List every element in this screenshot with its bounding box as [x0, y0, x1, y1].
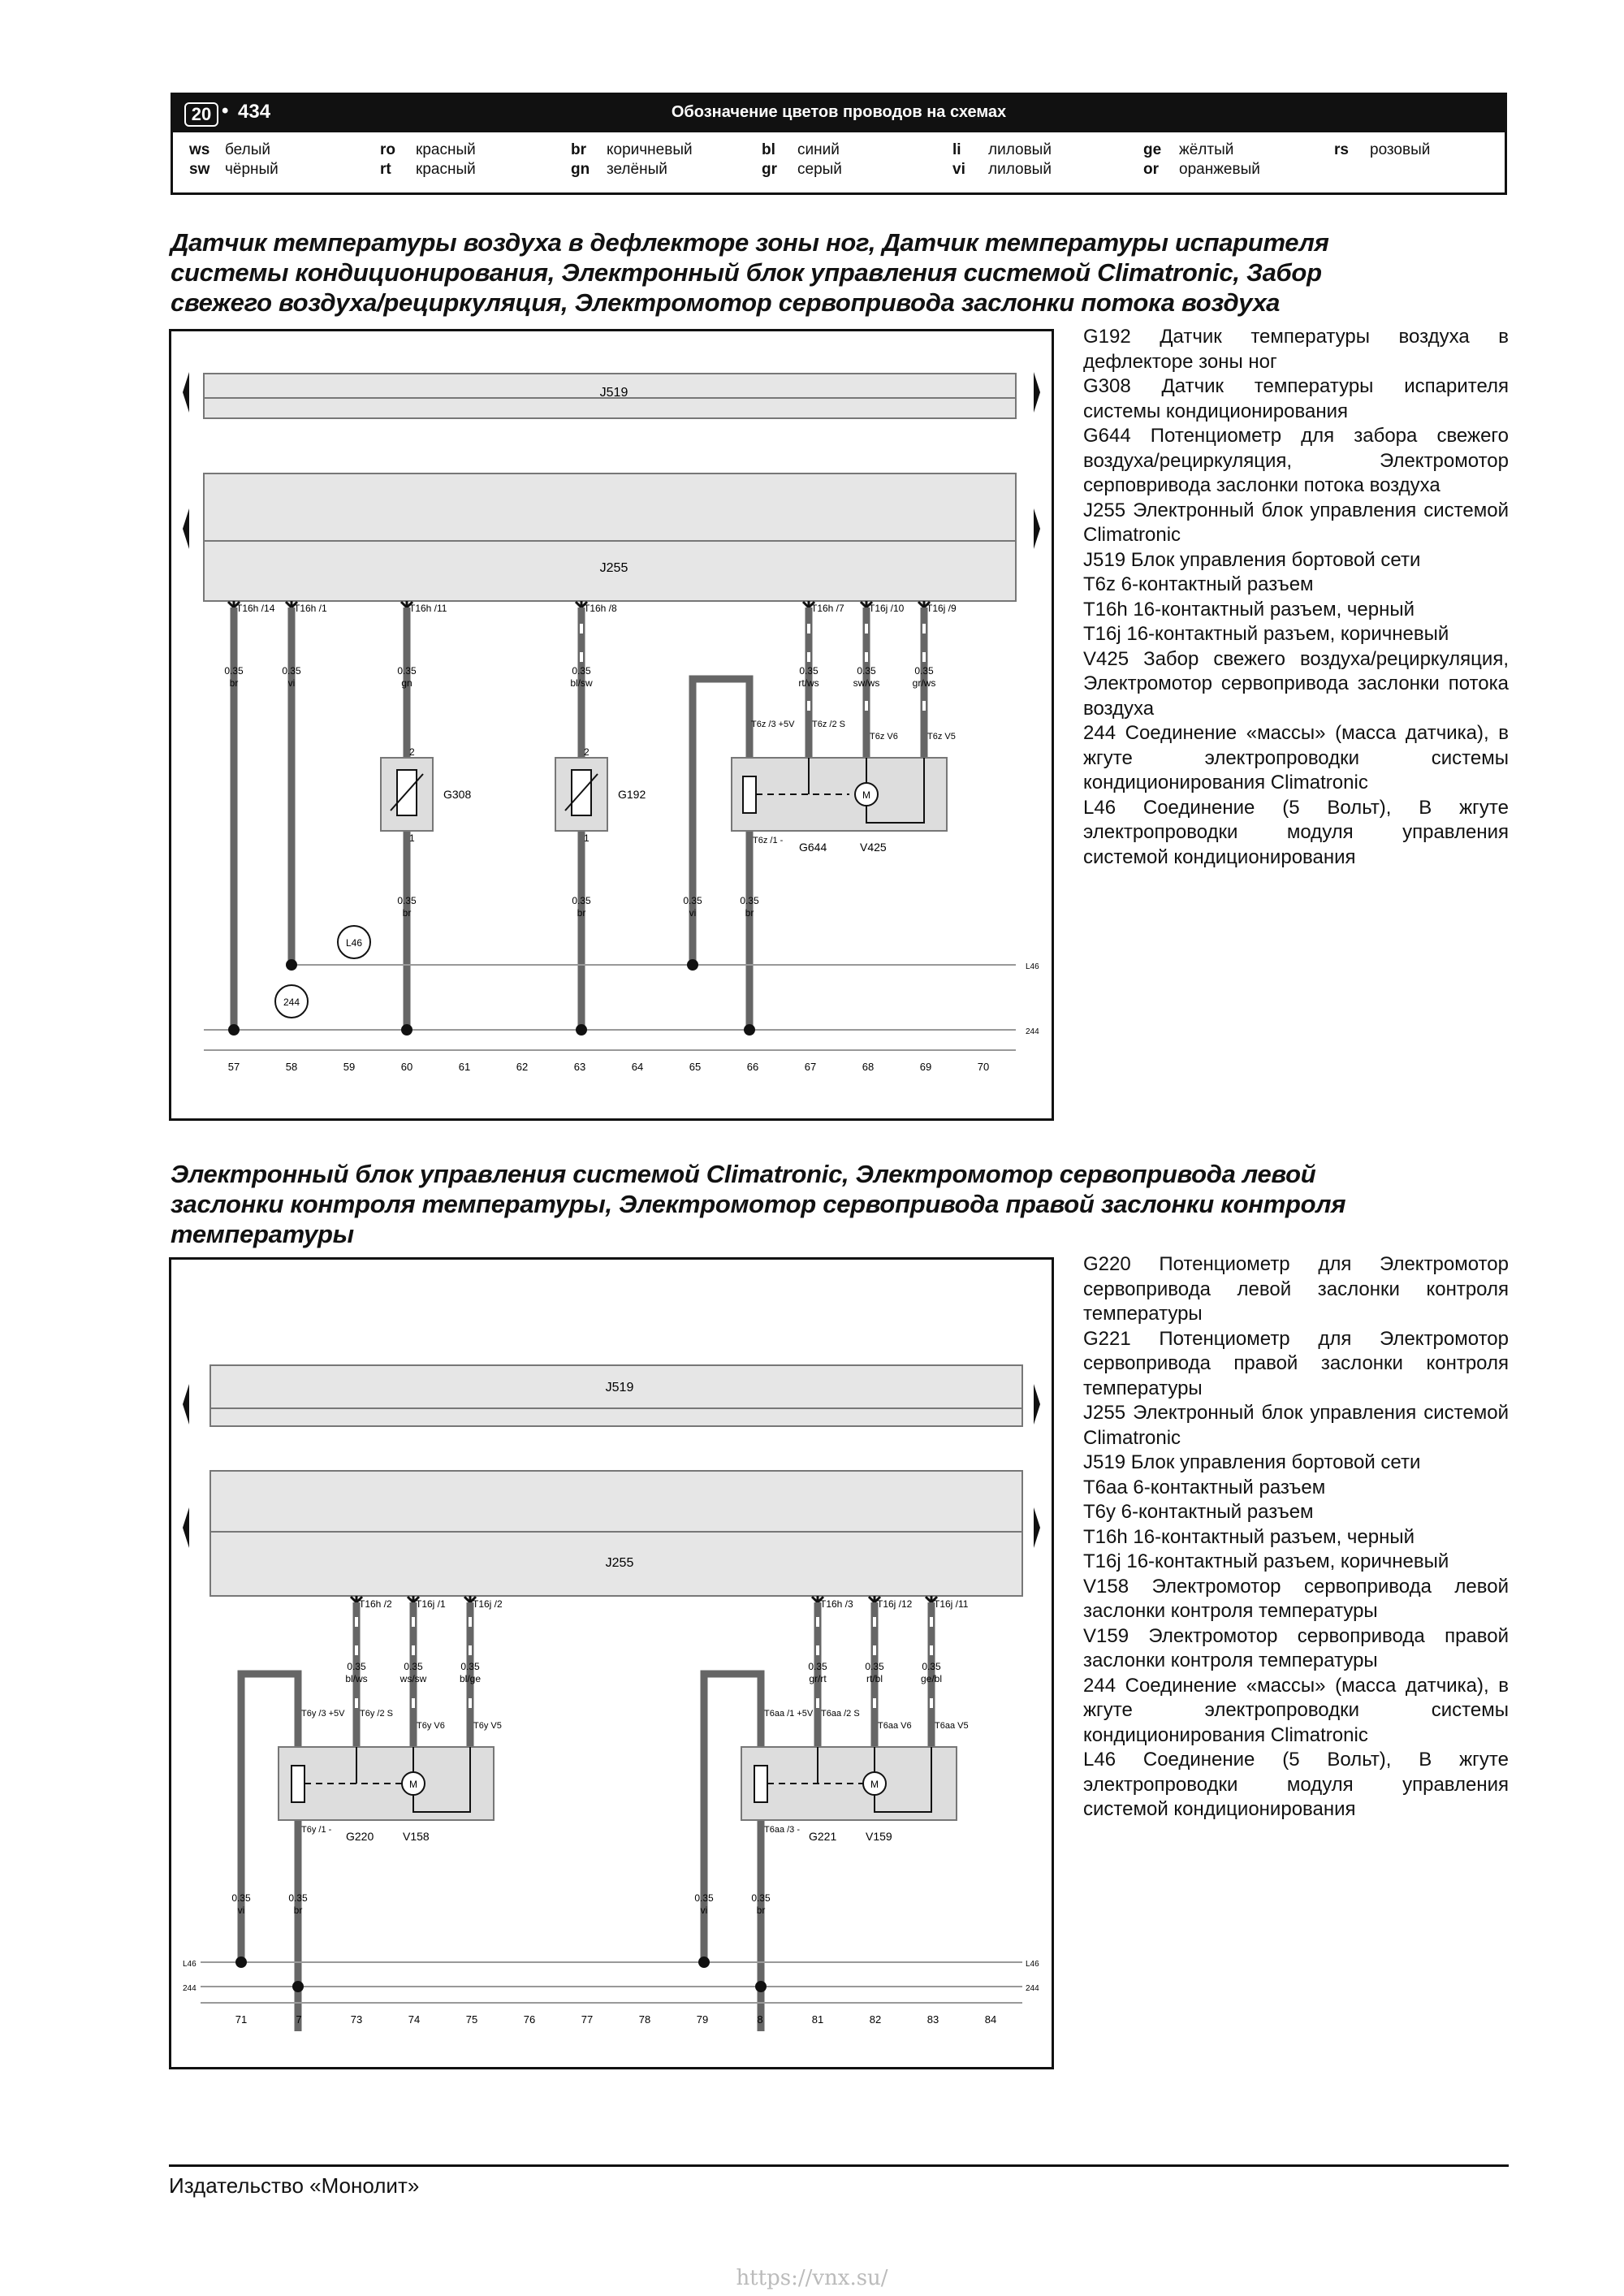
- svg-text:L46: L46: [1026, 1960, 1039, 1969]
- column-number: 8: [757, 2013, 763, 2026]
- j255-block: [210, 1471, 1022, 1596]
- svg-text:br: br: [293, 1905, 303, 1916]
- svg-text:244: 244: [1026, 1984, 1039, 1993]
- pin-label: T16j /1: [416, 1598, 446, 1610]
- j255-label: J255: [605, 1556, 634, 1570]
- color-code-vi: vi лиловый: [952, 161, 1052, 178]
- column-number: 64: [631, 1061, 644, 1073]
- pin-label: T16j /11: [934, 1598, 969, 1610]
- column-number: 75: [465, 2013, 478, 2026]
- color-code-or: or оранжевый: [1143, 161, 1260, 178]
- column-number: 63: [573, 1061, 586, 1073]
- pin-label: T16j /10: [869, 603, 905, 614]
- svg-text:0.35: 0.35: [572, 665, 591, 677]
- bullet: •: [222, 100, 229, 122]
- svg-text:T6y /3 +5V: T6y /3 +5V: [301, 1709, 345, 1719]
- color-code-rs: rs розовый: [1334, 141, 1431, 158]
- pin-label: T16h /14: [236, 603, 275, 614]
- column-number: 58: [285, 1061, 298, 1073]
- svg-text:0.35: 0.35: [857, 665, 876, 677]
- column-number: 77: [581, 2013, 594, 2026]
- svg-text:gr/rt: gr/rt: [809, 1673, 827, 1684]
- scroll-left-arrow-icon: [183, 1384, 189, 1425]
- svg-text:0.35: 0.35: [231, 1892, 251, 1904]
- g644-label: G644: [799, 841, 827, 854]
- svg-text:L46: L46: [1026, 962, 1039, 971]
- svg-text:T6aa /1 +5V: T6aa /1 +5V: [764, 1709, 814, 1719]
- svg-text:ge/bl: ge/bl: [920, 1673, 943, 1684]
- svg-text:2: 2: [584, 746, 590, 758]
- svg-text:0.35: 0.35: [751, 1892, 771, 1904]
- svg-text:T6aa /2 S: T6aa /2 S: [821, 1709, 860, 1719]
- section1-legend: G192 Датчик температуры воздуха в дефлекторе зоны ног G308 Датчик температуры испарителя системы кондиционирования G644 Потенциометр для забора свежего воздуха/рециркуляция, Электромотор серповривода заслонки потока воздуха J255 Электронный блок управления системой Climatronic J519 Блок управления бортовой сети T6z 6-контактный разъем T16h 16-контактный разъем, черный T16j 16-контактный разъем, коричневый V425 Забор свежего воздуха/рециркуляция, Электромотор сервопривода заслонки потока воздуха 244 Соединение «массы» (масса датчика), в жгуте электропроводки системы кондиционирования Climatronic L46 Соединение (5 Вольт), В жгуте электропроводки модуля управления системой кондиционирования: [1083, 326, 1509, 868]
- svg-text:0.35: 0.35: [347, 1661, 366, 1672]
- svg-text:0.35: 0.35: [397, 895, 417, 906]
- g221-label: G221: [809, 1830, 837, 1843]
- header-title: Обозначение цветов проводов на схемах: [671, 103, 1007, 121]
- g220-label: G220: [346, 1830, 374, 1843]
- publisher: Издательство «Монолит»: [169, 2173, 420, 2198]
- svg-text:0.35: 0.35: [224, 665, 244, 677]
- column-number: 67: [804, 1061, 817, 1073]
- color-code-header: [171, 93, 1507, 195]
- color-code-ge: ge жёлтый: [1143, 141, 1234, 158]
- svg-text:br: br: [402, 907, 412, 919]
- svg-text:244: 244: [283, 997, 300, 1008]
- svg-text:244: 244: [1026, 1027, 1039, 1036]
- svg-text:vi: vi: [689, 907, 697, 919]
- color-code-br: br коричневый: [571, 141, 693, 158]
- svg-text:M: M: [862, 789, 870, 801]
- svg-text:M: M: [870, 1779, 879, 1790]
- svg-text:T6y V6: T6y V6: [417, 1721, 445, 1731]
- svg-text:0.35: 0.35: [683, 895, 702, 906]
- color-code-gr: gr серый: [762, 161, 842, 178]
- column-number: 84: [984, 2013, 997, 2026]
- section2-title: Электронный блок управления системой Climatronic, Электромотор сервопривода левой заслонки контроля температуры, Электромотор сервопривода правой заслонки контроля температуры: [171, 1160, 1346, 1248]
- svg-text:sw/ws: sw/ws: [853, 677, 880, 689]
- svg-text:T6z /1 -: T6z /1 -: [753, 836, 784, 845]
- svg-text:bl/ge: bl/ge: [459, 1673, 482, 1684]
- svg-text:bl/ws: bl/ws: [345, 1673, 368, 1684]
- column-number: 61: [458, 1061, 471, 1073]
- svg-text:0.35: 0.35: [460, 1661, 480, 1672]
- svg-text:0.35: 0.35: [282, 665, 301, 677]
- color-code-ro: ro красный: [380, 141, 476, 158]
- column-number: 65: [689, 1061, 702, 1073]
- svg-text:rt/bl: rt/bl: [866, 1673, 883, 1684]
- svg-text:0.35: 0.35: [865, 1661, 884, 1672]
- v159-label: V159: [866, 1830, 892, 1843]
- svg-text:br: br: [577, 907, 586, 919]
- svg-text:244: 244: [183, 1984, 197, 1993]
- column-number: 76: [523, 2013, 536, 2026]
- svg-text:T6z V5: T6z V5: [927, 732, 956, 742]
- column-number: 73: [350, 2013, 363, 2026]
- watermark: https://vnx.su/: [736, 2266, 888, 2290]
- svg-text:T6y /2 S: T6y /2 S: [360, 1709, 393, 1719]
- svg-text:br: br: [745, 907, 754, 919]
- svg-text:M: M: [409, 1779, 417, 1790]
- svg-text:vi: vi: [237, 1905, 245, 1916]
- column-number: 82: [869, 2013, 882, 2026]
- column-number: 7: [296, 2013, 302, 2026]
- svg-text:0.35: 0.35: [397, 665, 417, 677]
- wiring-diagram-1: [171, 331, 1052, 1118]
- j255-block: [204, 473, 1016, 601]
- color-code-sw: sw чёрный: [189, 161, 279, 178]
- svg-text:0.35: 0.35: [404, 1661, 423, 1672]
- pin-label: T16h /3: [820, 1598, 853, 1610]
- column-number: 62: [516, 1061, 529, 1073]
- pin-label: T16h /2: [359, 1598, 392, 1610]
- g192-label: G192: [618, 788, 646, 801]
- svg-text:0.35: 0.35: [914, 665, 934, 677]
- column-number: 78: [638, 2013, 651, 2026]
- j519-block: [210, 1365, 1022, 1426]
- svg-text:0.35: 0.35: [740, 895, 759, 906]
- color-code-rt: rt красный: [380, 161, 476, 178]
- section-badge: 20: [184, 102, 218, 127]
- wiring-diagram-2: [171, 1260, 1052, 2067]
- color-code-ws: ws белый: [189, 141, 270, 158]
- svg-text:br: br: [756, 1905, 766, 1916]
- svg-text:T6y V5: T6y V5: [473, 1721, 502, 1731]
- svg-text:vi: vi: [700, 1905, 708, 1916]
- svg-text:T6aa V6: T6aa V6: [878, 1721, 912, 1731]
- j519-label: J519: [605, 1381, 634, 1394]
- scroll-left-arrow-icon: [183, 1507, 189, 1548]
- svg-text:gr/ws: gr/ws: [912, 677, 936, 689]
- svg-text:vi: vi: [287, 677, 296, 689]
- color-code-bl: bl синий: [762, 141, 840, 158]
- v425-label: V425: [860, 841, 887, 854]
- svg-text:T6z V6: T6z V6: [870, 732, 898, 742]
- pin-label: T16h /7: [811, 603, 844, 614]
- svg-text:0.35: 0.35: [799, 665, 818, 677]
- svg-text:0.35: 0.35: [288, 1892, 308, 1904]
- pin-label: T16j /12: [877, 1598, 913, 1610]
- svg-text:0.35: 0.35: [808, 1661, 827, 1672]
- section2-legend: G220 Потенциометр для Электромотор сервопривода левой заслонки контроля температуры G221 Потенциометр для Электромотор сервопривода правой заслонки контроля температуры J255 Электронный блок управления системой Climatronic J519 Блок управления бортовой сети T6aa 6-контактный разъем T6y 6-контактный разъем T16h 16-контактный разъем, черный T16j 16-контактный разъем, коричневый V158 Электромотор сервопривода левой заслонки контроля температуры V159 Электромотор сервопривода правой заслонки контроля температуры 244 Соединение «массы» (масса датчика), в жгуте электропроводки системы кондиционирования Climatronic L46 Соединение (5 Вольт), В жгуте электропроводки модуля управления системой кондиционирования: [1083, 1253, 1509, 1820]
- svg-text:1: 1: [584, 832, 590, 844]
- svg-text:T6y /1 -: T6y /1 -: [301, 1825, 332, 1835]
- column-number: 69: [919, 1061, 932, 1073]
- svg-text:T6aa /3 -: T6aa /3 -: [764, 1825, 801, 1835]
- scroll-right-arrow-icon: [1034, 1507, 1040, 1548]
- svg-text:ws/sw: ws/sw: [400, 1673, 427, 1684]
- svg-text:L46: L46: [345, 937, 363, 949]
- pin-label: T16h /8: [584, 603, 617, 614]
- column-number: 79: [696, 2013, 709, 2026]
- svg-text:br: br: [229, 677, 239, 689]
- svg-text:0.35: 0.35: [694, 1892, 714, 1904]
- column-number: 74: [408, 2013, 421, 2026]
- g308-label: G308: [443, 788, 472, 801]
- svg-text:bl/sw: bl/sw: [570, 677, 593, 689]
- svg-text:rt/ws: rt/ws: [798, 677, 819, 689]
- page-number: 434: [238, 101, 271, 123]
- header-bar: [173, 95, 1505, 132]
- j255-label: J255: [599, 561, 628, 575]
- svg-text:T6z /2 S: T6z /2 S: [812, 720, 845, 729]
- footer-divider: [169, 2164, 1509, 2167]
- diagram2-frame: [169, 1257, 1054, 2069]
- svg-text:gn: gn: [401, 677, 412, 689]
- color-code-gn: gn зелёный: [571, 161, 667, 178]
- column-number: 68: [862, 1061, 875, 1073]
- scroll-right-arrow-icon: [1034, 508, 1040, 549]
- diagram1-frame: [169, 329, 1054, 1121]
- j519-label: J519: [599, 386, 628, 400]
- svg-text:0.35: 0.35: [572, 895, 591, 906]
- scroll-left-arrow-icon: [183, 508, 189, 549]
- scroll-right-arrow-icon: [1034, 1384, 1040, 1425]
- scroll-right-arrow-icon: [1034, 372, 1040, 413]
- pin-label: T16h /11: [409, 603, 447, 614]
- scroll-left-arrow-icon: [183, 372, 189, 413]
- svg-text:T6z /3 +5V: T6z /3 +5V: [751, 720, 795, 729]
- pin-label: T16j /2: [473, 1598, 503, 1610]
- svg-text:2: 2: [409, 746, 415, 758]
- column-number: 71: [235, 2013, 248, 2026]
- svg-text:T6aa V5: T6aa V5: [935, 1721, 969, 1731]
- svg-text:L46: L46: [183, 1960, 197, 1969]
- column-number: 60: [400, 1061, 413, 1073]
- column-number: 83: [926, 2013, 939, 2026]
- section1-title: Датчик температуры воздуха в дефлекторе зоны ног, Датчик температуры испарителя системы кондиционирования, Электронный блок управления системой Climatronic, Забор свежего воздуха/рециркуляция, Электромотор сервопривода заслонки потока воздуха: [171, 228, 1329, 317]
- column-number: 81: [811, 2013, 824, 2026]
- pin-label: T16h /1: [294, 603, 327, 614]
- column-number: 66: [746, 1061, 759, 1073]
- v158-label: V158: [403, 1830, 430, 1843]
- color-code-li: li лиловый: [952, 141, 1052, 158]
- svg-text:0.35: 0.35: [922, 1661, 941, 1672]
- column-number: 57: [227, 1061, 240, 1073]
- pin-label: T16j /9: [926, 603, 957, 614]
- column-number: 59: [343, 1061, 356, 1073]
- svg-text:1: 1: [409, 832, 415, 844]
- column-number: 70: [977, 1061, 990, 1073]
